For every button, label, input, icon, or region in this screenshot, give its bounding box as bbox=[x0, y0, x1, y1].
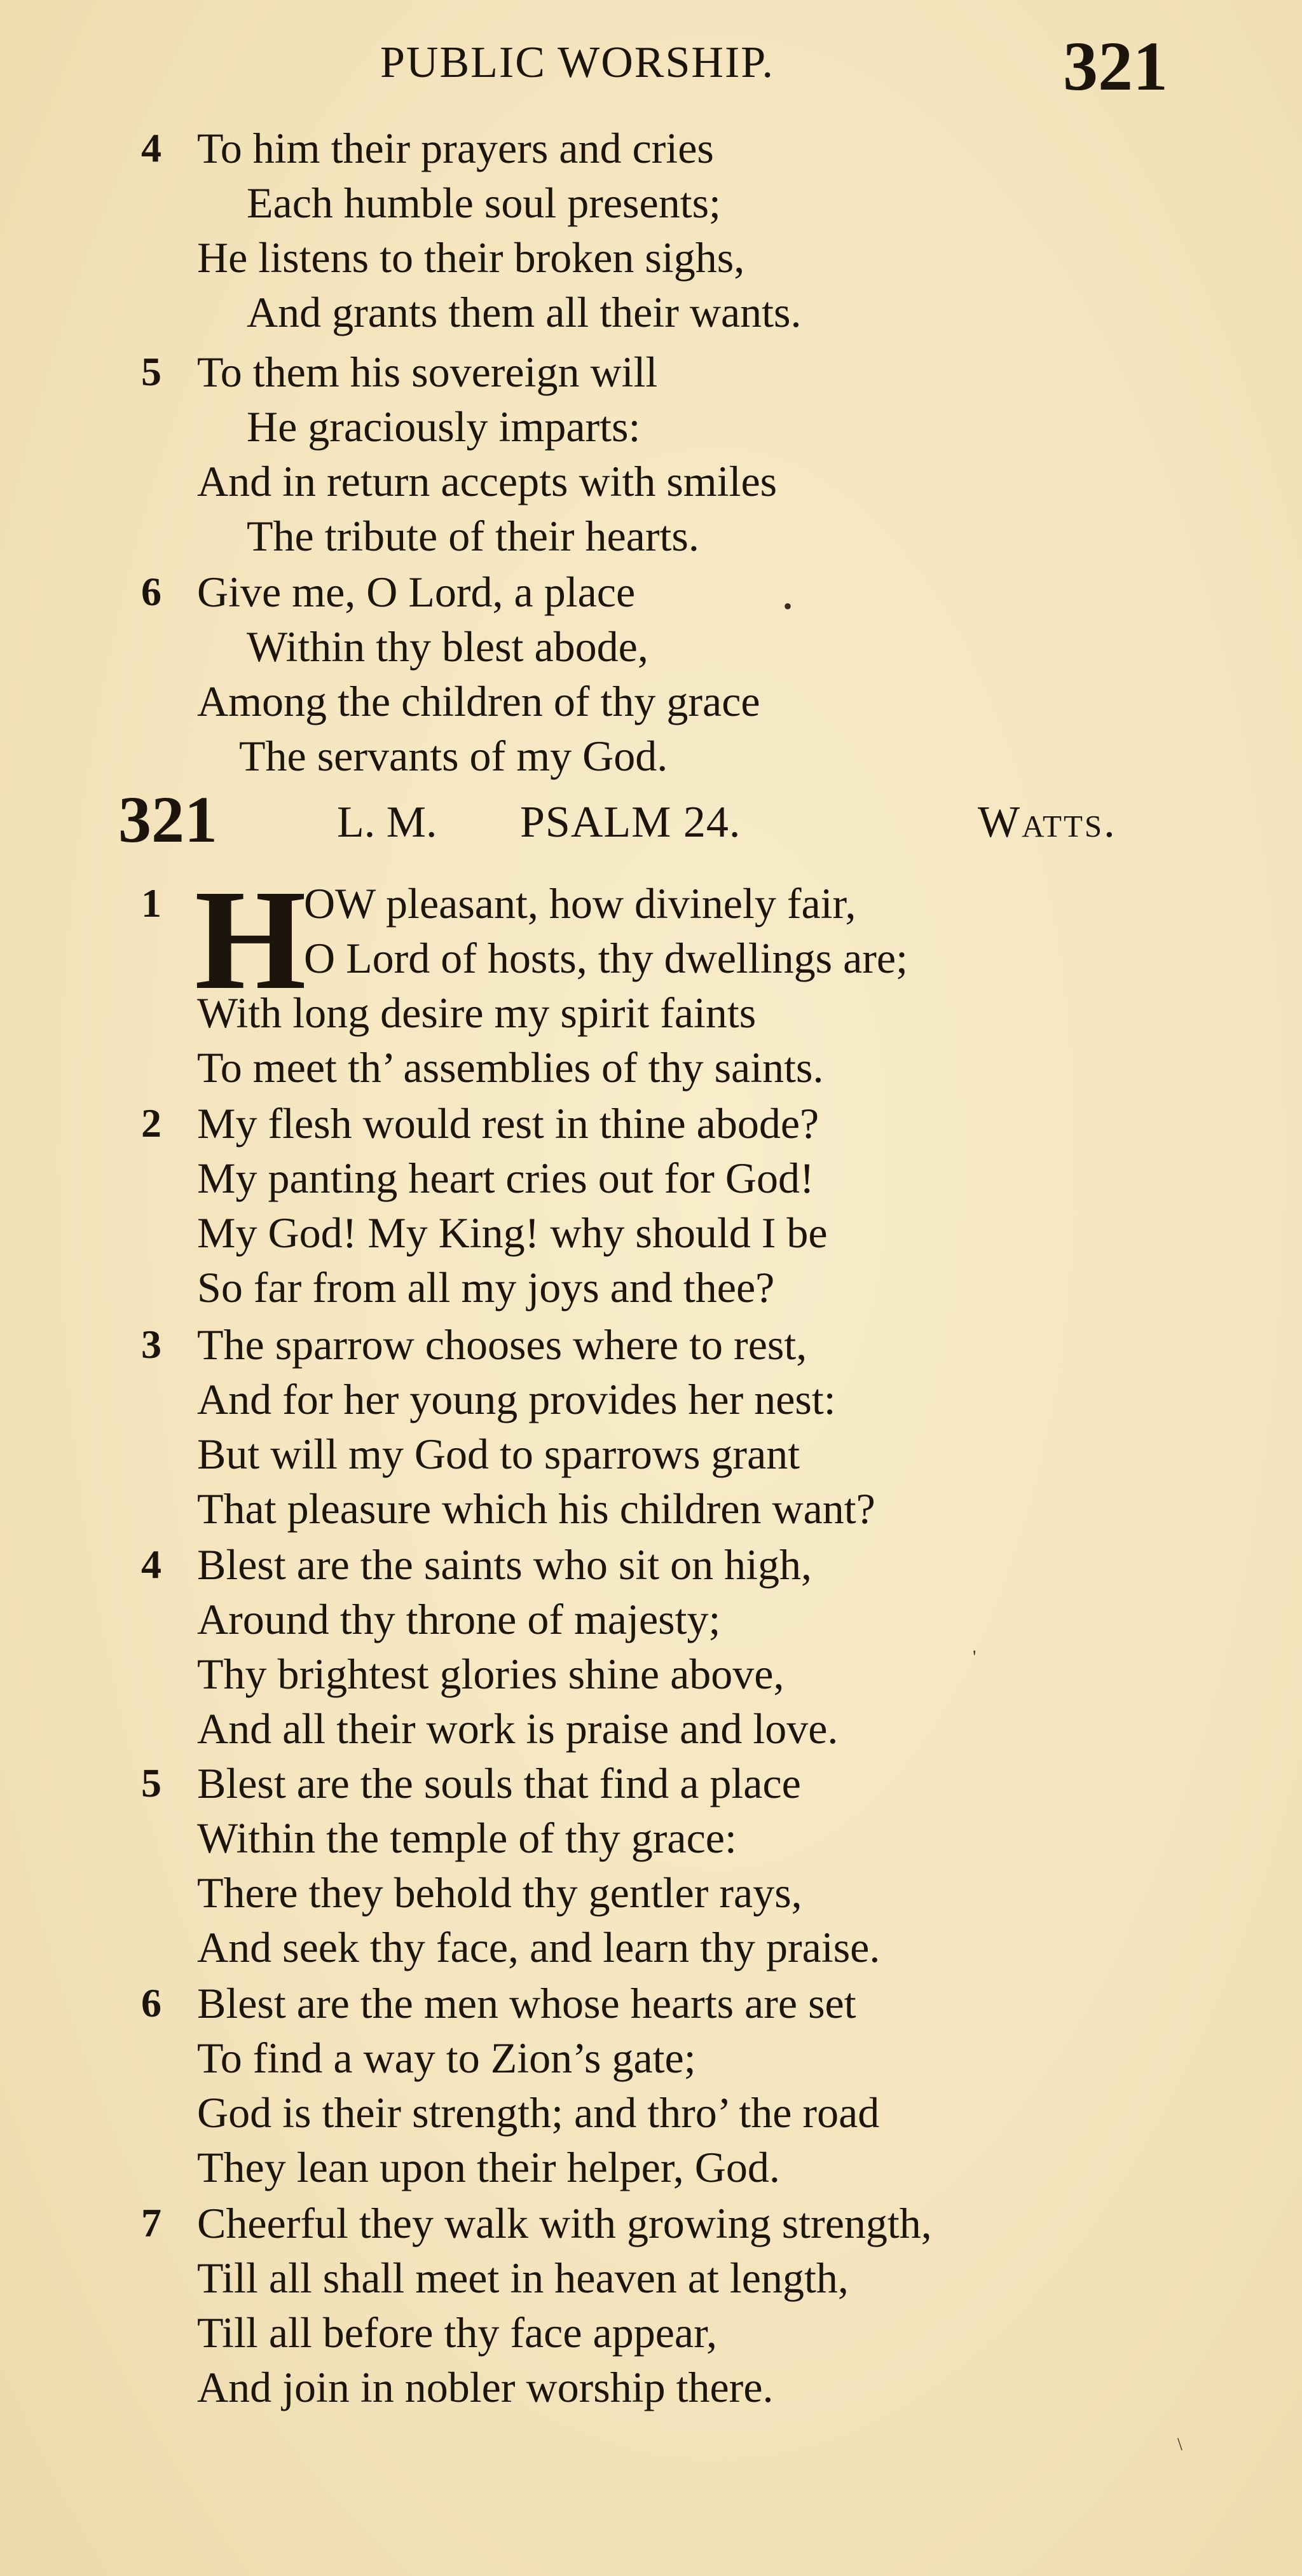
verse-line: He listens to their broken sighs, bbox=[197, 233, 745, 282]
verse-line: The sparrow chooses where to rest, bbox=[197, 1320, 807, 1369]
page-header bbox=[0, 27, 1302, 105]
verse-line: Till all before thy face appear, bbox=[197, 2308, 717, 2357]
verse-line: Among the children of thy grace bbox=[197, 677, 760, 725]
verse-line: And join in nobler worship there. bbox=[197, 2363, 774, 2411]
verse-line: Give me, O Lord, a place bbox=[197, 568, 636, 616]
verse-line: OW pleasant, how divinely fair, bbox=[304, 879, 856, 928]
verse-line: O Lord of hosts, thy dwellings are; bbox=[304, 934, 908, 982]
verse-line: To meet th’ assemblies of thy saints. bbox=[197, 1043, 824, 1092]
verse-line: He graciously imparts: bbox=[247, 402, 641, 451]
verse-line: And seek thy face, and learn thy praise. bbox=[197, 1923, 881, 1971]
verse-line: To them his sovereign will bbox=[197, 348, 658, 396]
stanza-number: 5 bbox=[141, 1760, 161, 1805]
verse-line: Blest are the men whose hearts are set bbox=[197, 1979, 856, 2027]
verse-line: The tribute of their hearts. bbox=[247, 512, 699, 560]
stanza-number: 6 bbox=[141, 569, 161, 614]
verse-line: And for her young provides her nest: bbox=[197, 1375, 836, 1423]
stanza-number: 2 bbox=[141, 1100, 161, 1146]
ink-speck: \ bbox=[1177, 2435, 1182, 2455]
hymn-meter: L. M. bbox=[337, 798, 437, 847]
verse-line: To him their prayers and cries bbox=[197, 124, 714, 172]
page-number: 321 bbox=[1063, 27, 1168, 105]
stanza-number: 7 bbox=[141, 2200, 161, 2245]
stanza-number: 3 bbox=[141, 1322, 161, 1367]
verse-line: Blest are the souls that find a place bbox=[197, 1759, 801, 1807]
verse-line: Within the temple of thy grace: bbox=[197, 1814, 737, 1862]
verse-line: With long desire my spirit faints bbox=[197, 989, 757, 1037]
hymn-psalm: PSALM 24. bbox=[520, 798, 741, 847]
verse-line: My panting heart cries out for God! bbox=[197, 1154, 814, 1202]
verse-line: Cheerful they walk with growing strength, bbox=[197, 2199, 932, 2247]
verse-line: Blest are the saints who sit on high, bbox=[197, 1540, 812, 1589]
verse-line: But will my God to sparrows grant bbox=[197, 1430, 800, 1478]
verse-line: Each humble soul presents; bbox=[247, 179, 721, 227]
verse-line: That pleasure which his children want? bbox=[197, 1484, 875, 1533]
verse-line: Around thy throne of majesty; bbox=[197, 1595, 721, 1643]
verse-line: And in return accepts with smiles bbox=[197, 457, 778, 505]
verse-line: To find a way to Zion’s gate; bbox=[197, 2034, 696, 2082]
ink-speck: • bbox=[783, 592, 793, 620]
hymn-header bbox=[0, 782, 1302, 858]
verse-line: So far from all my joys and thee? bbox=[197, 1263, 775, 1312]
verse-line: God is their strength; and thro’ the road bbox=[197, 2088, 880, 2137]
verse-line: And grants them all their wants. bbox=[247, 288, 802, 336]
stanza-number: 4 bbox=[141, 1542, 161, 1587]
verse-line: The servants of my God. bbox=[239, 732, 668, 780]
hymn-number: 321 bbox=[118, 783, 217, 856]
ink-speck: ' bbox=[973, 1647, 976, 1668]
stanza-number: 4 bbox=[141, 125, 161, 170]
verse-line: Within thy blest abode, bbox=[247, 622, 648, 671]
verse-line: There they behold thy gentler rays, bbox=[197, 1868, 802, 1917]
hymn-author: Watts. bbox=[978, 798, 1117, 847]
verse-line: They lean upon their helper, God. bbox=[197, 2143, 780, 2191]
verse-line: Thy brightest glories shine above, bbox=[197, 1650, 785, 1698]
verse-line: And all their work is praise and love. bbox=[197, 1704, 839, 1753]
drop-cap: H bbox=[195, 860, 306, 1019]
running-title: PUBLIC WORSHIP. bbox=[380, 38, 774, 87]
verse-line: Till all shall meet in heaven at length, bbox=[197, 2254, 849, 2302]
stanza-number: 5 bbox=[141, 349, 161, 394]
stanza-number: 1 bbox=[141, 880, 161, 926]
verse-line: My God! My King! why should I be bbox=[197, 1209, 828, 1257]
verse-line: My flesh would rest in thine abode? bbox=[197, 1099, 819, 1148]
stanza-number: 6 bbox=[141, 1980, 161, 2025]
